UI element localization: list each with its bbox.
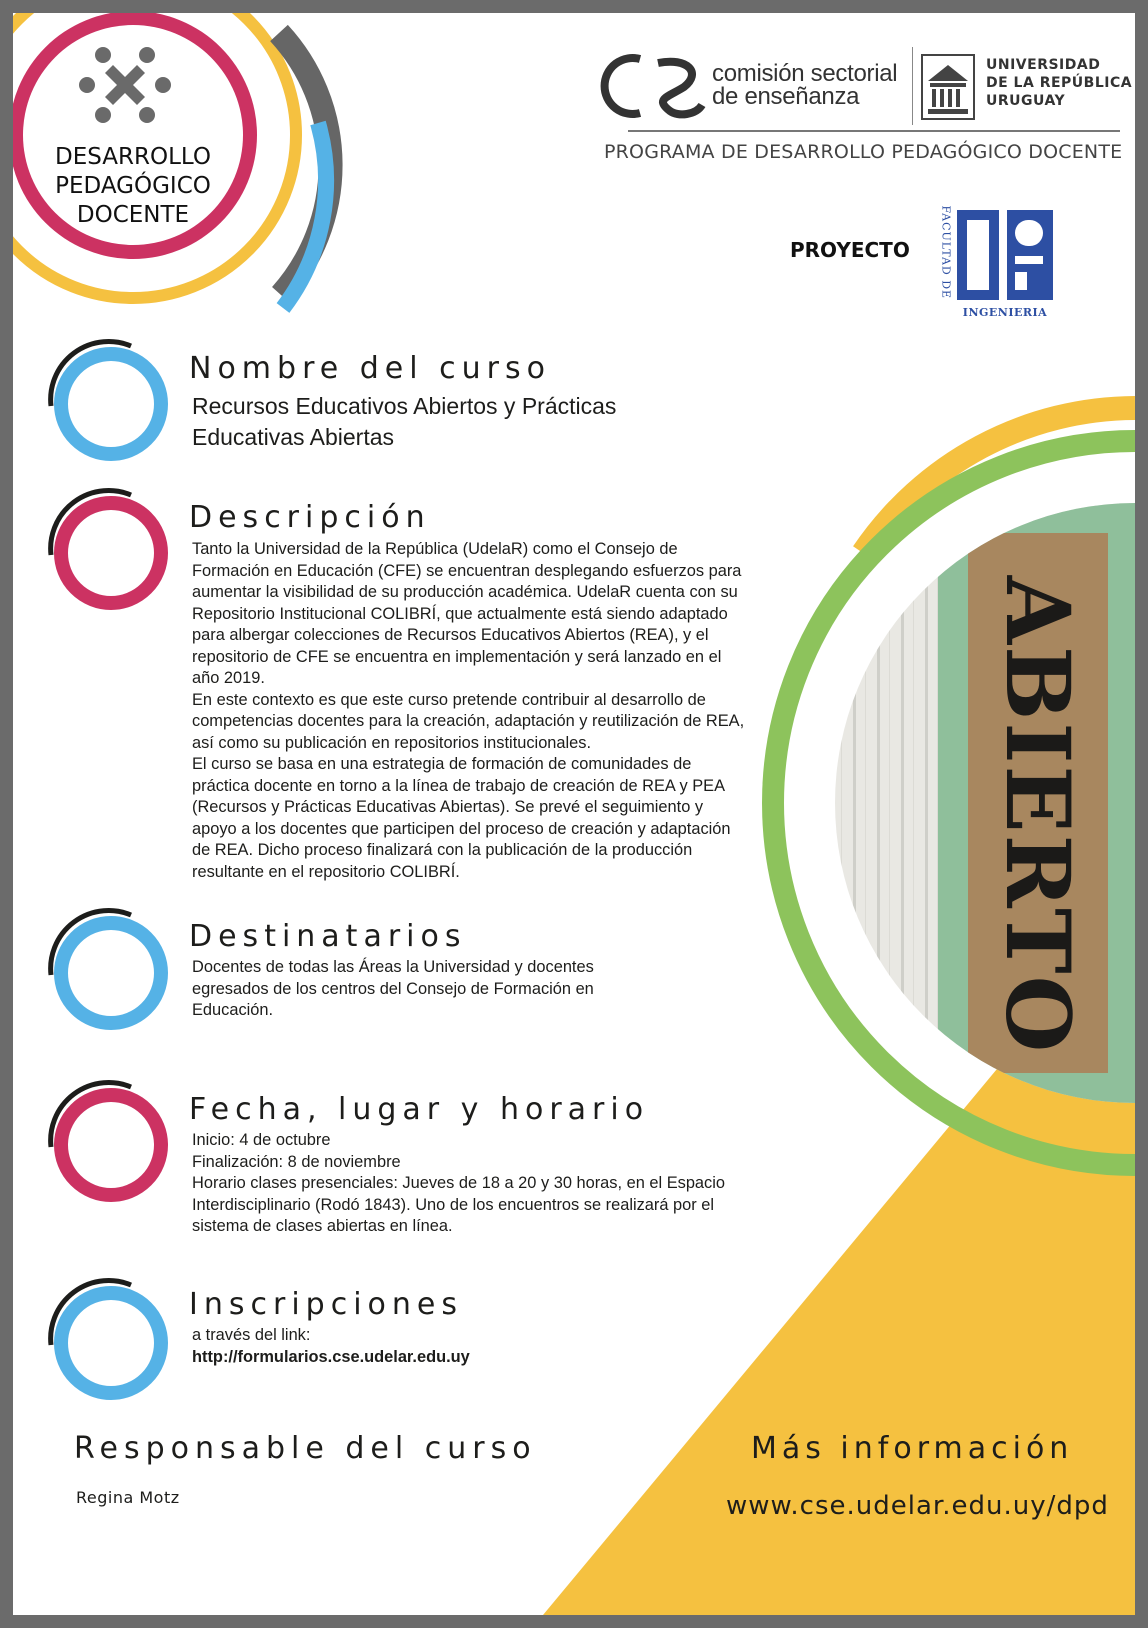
section-title-responsable: Responsable del curso <box>74 1431 537 1466</box>
mas-info-title: Más información <box>751 1431 1074 1466</box>
section-title-nombre: Nombre del curso <box>189 351 551 386</box>
logo-divider <box>912 47 913 125</box>
bullet-ring-magenta <box>43 1075 171 1203</box>
udelar-building-icon <box>920 53 976 121</box>
course-name: Recursos Educativos Abiertos y Prácticas Educativas Abiertas <box>192 393 617 450</box>
bullet-ring-magenta <box>43 483 171 611</box>
fing-bottom-text: INGENIERIA <box>962 306 1048 319</box>
cse-logo-icon <box>598 51 708 121</box>
descripcion-body: Tanto la Universidad de la República (UdelaR) como el Consejo de Formación en Educación (CFE) se encuentran desplegando esfuerzos para aumentar la visibilidad de su producción académica. UdelaR cuenta con su Repositorio Institucional COLIBRÍ, que actualmente está siendo adaptado para albergar colecciones de Recursos Educativos Abiertos (REA), y el repositorio de CFE se encuentra en implementación y será lanzado en el año 2019. En este contexto es que este curso pretende contribuir al desarrollo de competencias docentes para la creación, adaptación y reutilización de REA, así como su publicación en repositorios institucionales. El curso se basa en una estrategia de formación de comunidades de práctica docente en torno a la línea de trabajo de creación de REA y PEA (Recursos y Prácticas Educativas Abiertas). Se prevé el seguimiento y apoyo a los docentes que participen del proceso de creación y adaptación de REA. Dicho proceso finalizará con la publicación de la producción resultante en el repositorio COLIBRÍ. <box>192 540 745 881</box>
bullet-ring-blue <box>43 1273 171 1401</box>
poster-page: ABIERTO DESARROLLO PEDAGÓGICO DOCENTE comisión sectorial de enseñanza UNIVERSIDAD DE LA REPÚBLICA URUGUAY PROGRAMA DE DESARROLLO PEDAGÓGICO DOCENTE PROYECTO FACULTAD DE INGENIERIA Nombre del curso Recursos Educativos Abiertos y Prácticas Educativas Abiertas Descripción Tanto la Universidad de la República (UdelaR) como el Consejo de Formación en Educación (CFE) se encuentran desplegando esfuerzos para aumentar la visibilidad de su producción académica. UdelaR cuenta con su Repositorio Institucional COLIBRÍ, que actualmente está siendo adaptado para albergar colecciones de Recursos Educativos Abiertos (REA), y el repositorio de CFE se encuentra en implementación y será lanzado en el año 2019. En este contexto es que este curso pretende contribuir al desarrollo de competencias docentes para la creación, adaptación y reutilización de REA, así como su publicación en repositorios institucionales. El curso se basa en una estrategia de formación de comunidades de práctica docente en torno a la línea de trabajo de creación de REA y PEA (Recursos y Prácticas Educativas Abiertas). Se prevé el seguimiento y apoyo a los docentes que participen del proceso de creación y adaptación de REA. Dicho proceso finalizará con la publicación de la producción resultante en el repositorio COLIBRÍ. Destinatarios Docentes de todas las Áreas la Universidad y docentes egresados de los centros del Consejo de Formación en Educación. Fecha, lugar y horario Inicio: 4 de octubre Finalización: 8 de noviembre Horario clases presenciales: Jueves de 18 a 20 y 30 horas, en el Espacio Interdisciplinario (Rodó 1843). Uno de los encuentros se realizará por el sistema de clases abiertas en línea. Inscripciones a través del link: http://formularios.cse.udelar.edu.uy Responsable del curso Regina Motz Más información www.cse.udelar.edu.uy/dpd <box>13 13 1135 1615</box>
section-title-destinatarios: Destinatarios <box>189 919 467 954</box>
programa-title: PROGRAMA DE DESARROLLO PEDAGÓGICO DOCENTE <box>604 141 1123 163</box>
fing-emblem-icon <box>957 210 1053 302</box>
registration-link[interactable]: http://formularios.cse.udelar.edu.uy <box>192 1347 470 1366</box>
inscripciones-body: a través del link: http://formularios.cse.udelar.edu.uy <box>192 1326 470 1366</box>
bullet-ring-blue <box>43 903 171 1031</box>
proyecto-label: PROYECTO <box>790 238 910 262</box>
fecha-body: Inicio: 4 de octubre Finalización: 8 de noviembre Horario clases presenciales: Jueves de 18 a 20 y 30 horas, en el Espacio Interdisciplinario (Rodó 1843). Uno de los encuentros se realizará por el sistema de clases abiertas en línea. <box>192 1131 725 1235</box>
dpd-logo-text: DESARROLLO PEDAGÓGICO DOCENTE <box>55 144 211 228</box>
info-url-link[interactable]: www.cse.udelar.edu.uy/dpd <box>726 1491 1109 1521</box>
section-title-descripcion: Descripción <box>189 500 431 535</box>
section-title-inscripciones: Inscripciones <box>189 1287 463 1322</box>
udelar-logo-text: UNIVERSIDAD DE LA REPÚBLICA URUGUAY <box>986 57 1133 109</box>
cse-logo-text: comisión sectorial de enseñanza <box>712 60 898 110</box>
bullet-ring-blue <box>43 334 171 462</box>
destinatarios-body: Docentes de todas las Áreas la Universidad y docentes egresados de los centros del Consejo de Formación en Educación. <box>192 958 594 1019</box>
section-title-fecha: Fecha, lugar y horario <box>189 1092 650 1127</box>
fing-logo <box>939 205 1063 325</box>
header-rule <box>628 130 1120 132</box>
dpd-emblem-icon <box>75 35 175 135</box>
responsable-name: Regina Motz <box>76 1488 180 1507</box>
fing-vertical-text: FACULTAD DE <box>939 205 953 300</box>
